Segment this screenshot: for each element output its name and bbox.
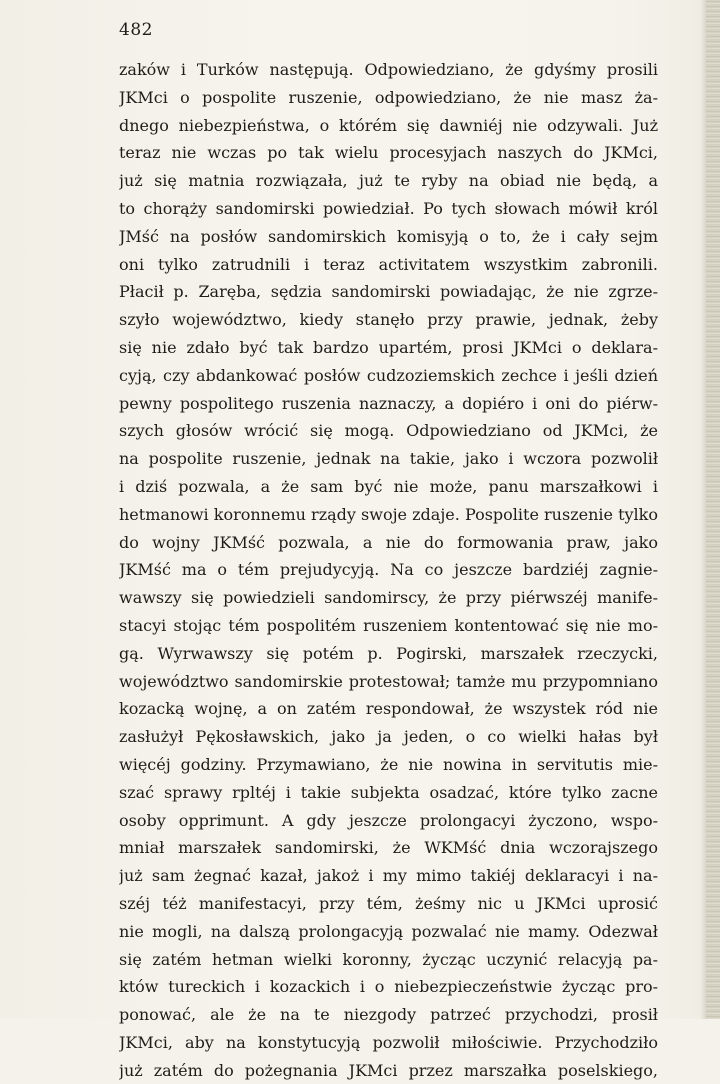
text-line: szych głosów wrócić się mogą. Odpowiedziano od JKMci, że <box>119 421 658 441</box>
text-line: JKMść ma o tém prejudycyją. Na co jeszcze bardziéj zagnie- <box>119 560 658 580</box>
text-line: województwo sandomirskie protestował; tamże mu przypomniano <box>119 671 658 691</box>
page-number: 482 <box>119 20 153 40</box>
text-line: wawszy się powiedzieli sandomirscy, że przy piérwszéj manife- <box>119 588 658 608</box>
text-line: pewny pospolitego ruszenia naznaczy, a dopiéro i oni do piérw- <box>119 393 658 413</box>
text-line: dnego niebezpieństwa, o którém się dawniéj nie odzywali. Już <box>119 115 658 135</box>
book-spine-edge <box>706 0 720 1019</box>
text-line: do wojny JKMść pozwala, a nie do formowania praw, jako <box>119 532 658 552</box>
text-line: zaków i Turków następują. Odpowiedziano, że gdyśmy prosili <box>119 60 658 79</box>
text-line: nie mogli, na dalszą prolongacyją pozwalać nie mamy. Odezwał <box>119 921 658 941</box>
text-line: hetmanowi koronnemu rządy swoje zdaje. Pospolite ruszenie tylko <box>119 504 658 524</box>
text-line: gą. Wyrwawszy się potém p. Pogirski, marszałek rzeczycki, <box>119 643 658 663</box>
text-line: któw tureckich i kozackich i o niebezpieczeństwie życząc pro- <box>119 977 658 997</box>
text-line: zasłużył Pękosławskich, jako ja jeden, o co wielki hałas był <box>119 727 658 747</box>
text-line: JMść na posłów sandomirskich komisyją o to, że i cały sejm <box>119 226 658 246</box>
text-line: już sam żegnać kazał, jakoż i my mimo takiéj deklaracyi i na- <box>119 866 658 886</box>
text-line: kozacką wojnę, a on zatém respondował, że wszystek ród nie <box>119 699 658 719</box>
text-line: széj téż manifestacyi, przy tém, żeśmy nic u JKMci uprosić <box>119 893 658 913</box>
text-line: to chorąży sandomirski powiedział. Po tych słowach mówił król <box>119 198 658 218</box>
text-line: się zatém hetman wielki koronny, życząc uczynić relacyją pa- <box>119 949 658 969</box>
text-line: się nie zdało być tak bardzo upartém, prosi JKMci o deklara- <box>119 337 658 357</box>
text-line: już się matnia rozwiązała, już te ryby na obiad nie będą, a <box>119 171 658 191</box>
text-line: i dziś pozwala, a że sam być nie może, panu marszałkowi i <box>119 476 658 496</box>
text-line: teraz nie wczas po tak wielu procesyjach naszych do JKMci, <box>119 143 658 163</box>
text-line: mniał marszałek sandomirski, że WKMść dnia wczorajszego <box>119 838 658 858</box>
text-line: ponować, ale że na te niezgody patrzeć przychodzi, prosił <box>119 1005 658 1025</box>
text-line: więcéj godziny. Przymawiano, że nie nowina in servitutis mie- <box>119 754 658 774</box>
text-line: Płacił p. Zaręba, sędzia sandomirski powiadając, że nie zgrze- <box>119 282 658 302</box>
text-line: oni tylko zatrudnili i teraz activitatem wszystkim zabronili. <box>119 254 658 274</box>
text-line: szać sprawy rpltéj i takie subjekta osadzać, które tylko zacne <box>119 782 658 802</box>
text-line: stacyi stojąc tém pospolitém ruszeniem kontentować się nie mo- <box>119 615 658 635</box>
text-line: na pospolite ruszenie, jednak na takie, jako i wczora pozwolił <box>119 449 658 469</box>
text-line: już zatém do pożegnania JKMci przez marszałka poselskiego, <box>119 1060 658 1080</box>
text-line: JKMci o pospolite ruszenie, odpowiedziano, że nie masz ża- <box>119 87 658 107</box>
text-line: szyło województwo, kiedy stanęło przy prawie, jednak, żeby <box>119 310 658 330</box>
text-line: osoby opprimunt. A gdy jeszcze prolongacyi życzono, wspo- <box>119 810 658 830</box>
text-line: JKMci, aby na konstytucyją pozwolił miłościwie. Przychodziło <box>119 1032 658 1052</box>
body-text <box>119 56 658 1084</box>
text-line: cyją, czy abdankować posłów cudzoziemskich zechce i jeśli dzień <box>119 365 658 385</box>
